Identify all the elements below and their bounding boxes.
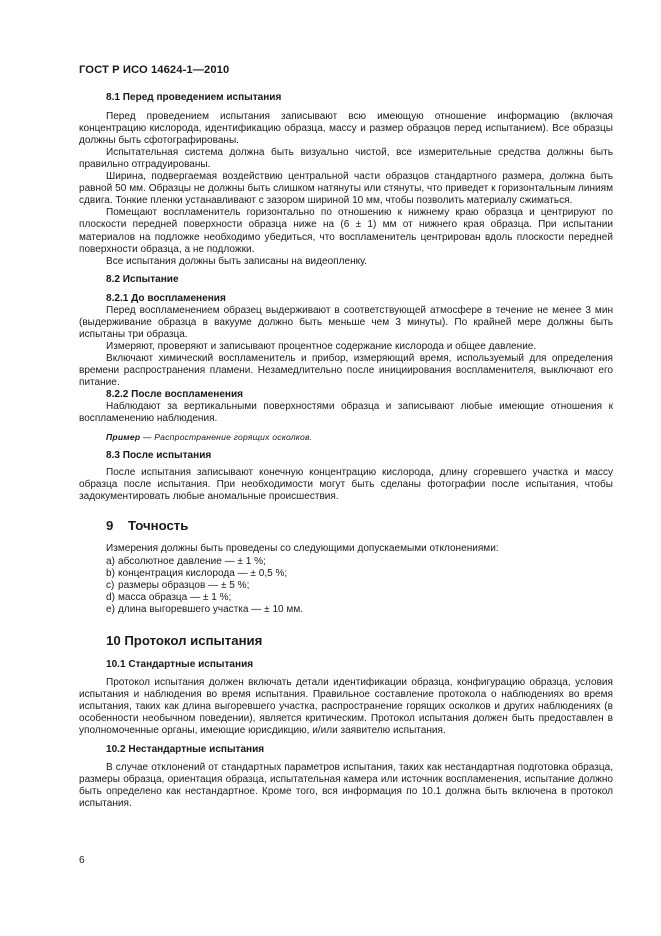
heading-8-1: 8.1 Перед проведением испытания [106, 92, 282, 103]
example-text: — Распространение горящих осколков. [140, 432, 313, 443]
list-item: a) абсолютное давление — ± 1 %; [106, 555, 266, 567]
example-note [79, 431, 613, 443]
heading-8-2-2: 8.2.2 После воспламенения [106, 389, 244, 401]
section-9-number: 9 [106, 518, 114, 534]
paragraph: Измеряют, проверяют и записывают процентное содержание кислорода и общее давление. [106, 340, 537, 352]
heading-8-3: 8.3 После испытания [106, 450, 212, 462]
heading-8-2: 8.2 Испытание [106, 273, 179, 285]
page-number: 6 [79, 855, 85, 866]
paragraph: Наблюдают за вертикальными поверхностями образца и записывают любые имеющие отношения к воспламенению наблюдения. [79, 401, 613, 425]
section-9-name: Точность [128, 518, 189, 534]
heading-8-2-1: 8.2.1 До воспламенения [106, 292, 226, 304]
paragraph: Ширина, подвергаемая воздействию центральной части образцов стандартного размера, должна быть равной 50 мм. Образцы не должны быть слишком натянуты или стянуты, что приведет к горизонтальным линиям сдвига. Тонкие пленки устанавливают с зазором шириной 10 мм, чтобы позволить материалу сжиматься. [79, 171, 613, 207]
list-item: b) концентрация кислорода — ± 0,5 %; [106, 567, 288, 579]
paragraph: Включают химический воспламенитель и прибор, измеряющий время, используемый для определения времени распространения пламени. Незамедлительно после инициирования воспламенителя, выключают его питание. [79, 352, 613, 389]
paragraph: После испытания записывают конечную концентрацию кислорода, длину сгоревшего участка и массу образца после испытания. При необходимости могут быть сделаны фотографии после испытания, чтобы задокументировать любые аномальные происшествия. [79, 467, 613, 503]
paragraph: Испытательная система должна быть визуально чистой, все измерительные средства должны быть правильно отградуированы. [79, 147, 613, 171]
list-item: d) масса образца — ± 1 %; [106, 591, 232, 603]
paragraph: Помещают воспламенитель горизонтально по отношению к нижнему краю образца и центрируют по плоскости передней поверхности образца ниже на (6 ± 1) мм от нижнего края образца. При испытании материалов на подложке необходимо убедиться, что воспламенитель центрирован вдоль плоскости передней поверхности образца, а не подложки. [79, 207, 613, 255]
section-9-title [79, 518, 613, 534]
paragraph: Перед воспламенением образец выдерживают в соответствующей атмосфере в течение не менее 3 мин (выдерживание образца в вакууме должно быть меньше чем 3 минуты). По крайней мере должны быть испытаны три образца. [79, 304, 613, 340]
document-header: ГОСТ Р ИСО 14624-1—2010 [79, 64, 230, 76]
paragraph: Перед проведением испытания записывают всю имеющую отношение информацию (включая концентрацию кислорода, идентификацию образца, массу и размер образцов перед испытанием). Все образцы должны быть сфотографированы. [79, 111, 613, 147]
paragraph: Все испытания должны быть записаны на видеопленку. [106, 255, 367, 267]
heading-10-1: 10.1 Стандартные испытания [106, 658, 254, 670]
list-item: c) размеры образцов — ± 5 %; [106, 579, 250, 591]
heading-10-2: 10.2 Нестандартные испытания [106, 744, 265, 756]
list-item: e) длина выгоревшего участка — ± 10 мм. [106, 603, 304, 615]
paragraph: Измерения должны быть проведены со следующими допускаемыми отклонениями: [106, 543, 499, 555]
paragraph: Протокол испытания должен включать детали идентификации образца, конфигурацию образца, условия испытания и наблюдения во время испытания. Правильное составление протокола о наблюдениях во время испытания, таких как длина выгоревшего участка, распространение горящих осколков и других наблюдениях (в особенности необычном поведении), является критическим. Протокол испытания должен быть предоставлен в уполномоченные органы, имеющие юрисдикцию, и/или заявителю испытания. [79, 676, 613, 736]
section-10-title: 10 Протокол испытания [106, 632, 263, 648]
paragraph: В случае отклонений от стандартных параметров испытания, таких как нестандартная подготовка образца, размеры образца, ориентация образца, испытательная камера или источник воспламенения, испытание должно быть определено как нестандартное. Кроме того, вся информация по 10.1 должна быть включена в протокол испытания. [79, 762, 613, 810]
page-content [79, 92, 613, 810]
example-label: Пример [106, 432, 141, 443]
